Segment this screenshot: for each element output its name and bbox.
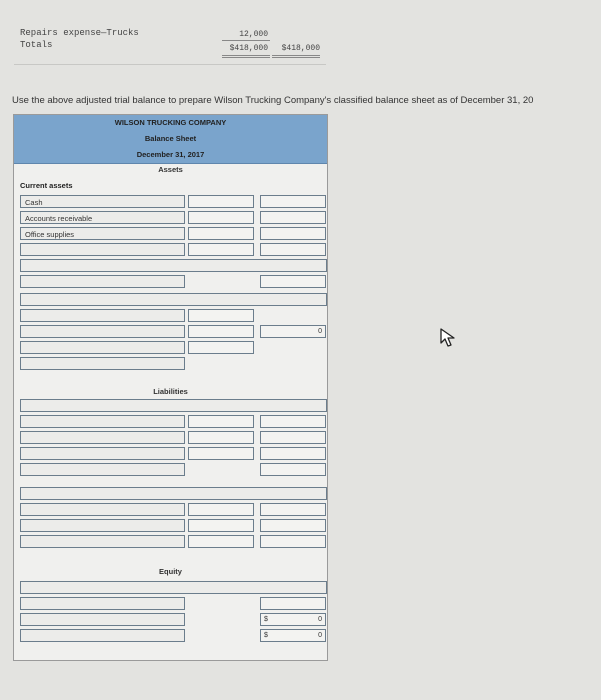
asset-row-blank — [20, 309, 327, 323]
liability-amount[interactable] — [188, 535, 254, 548]
asset-label-blank[interactable] — [20, 341, 185, 354]
asset-label-blank[interactable] — [20, 275, 185, 288]
company-name: WILSON TRUCKING COMPANY — [14, 115, 327, 132]
asset-total-supplies[interactable] — [260, 227, 326, 240]
asset-amount-ar[interactable] — [188, 211, 254, 224]
asset-row-supplies — [20, 227, 327, 241]
asset-amount-supplies[interactable] — [188, 227, 254, 240]
tb-row-label-repairs: Repairs expense—Trucks — [20, 28, 139, 38]
dollar-sign: $ — [264, 632, 268, 639]
asset-label-cash[interactable]: Cash — [20, 195, 185, 208]
liability-amount[interactable] — [188, 503, 254, 516]
asset-row-blank — [20, 341, 327, 355]
equity-label[interactable] — [20, 581, 327, 594]
asset-row-blank — [20, 293, 327, 307]
asset-label-blank[interactable] — [20, 325, 185, 338]
liability-total[interactable] — [260, 535, 326, 548]
tb-double-rule — [222, 55, 270, 56]
asset-label-blank[interactable] — [20, 309, 185, 322]
liability-row — [20, 487, 327, 501]
asset-label-supplies[interactable]: Office supplies — [20, 227, 185, 240]
assets-heading: Assets — [158, 165, 183, 174]
liability-row — [20, 519, 327, 533]
asset-total-cash[interactable] — [260, 195, 326, 208]
equity-row — [20, 581, 327, 595]
liability-label[interactable] — [20, 415, 185, 428]
equity-heading: Equity — [159, 567, 182, 576]
dollar-sign: $ — [264, 616, 268, 623]
liability-label[interactable] — [20, 519, 185, 532]
liability-amount[interactable] — [188, 447, 254, 460]
liability-label[interactable] — [20, 447, 185, 460]
statement-date: December 31, 2017 — [14, 147, 327, 164]
asset-total-ar[interactable] — [260, 211, 326, 224]
equity-total[interactable] — [260, 613, 326, 626]
asset-row-blank — [20, 275, 327, 289]
instruction-text: Use the above adjusted trial balance to prepare Wilson Trucking Company's classified balance sheet as of December 31, 20 — [12, 95, 534, 106]
asset-label-blank[interactable] — [20, 243, 185, 256]
equity-row — [20, 597, 327, 611]
asset-subtotal-value[interactable]: 0 — [260, 325, 326, 338]
liability-total[interactable] — [260, 503, 326, 516]
liability-row — [20, 447, 327, 461]
liability-total[interactable] — [260, 463, 326, 476]
grand-total-row — [20, 629, 327, 643]
liability-total[interactable] — [260, 447, 326, 460]
statement-title: Balance Sheet — [14, 131, 327, 148]
liability-amount[interactable] — [188, 519, 254, 532]
liability-amount[interactable] — [188, 431, 254, 444]
total-value: 0 — [318, 616, 322, 623]
asset-amount-blank[interactable] — [188, 243, 254, 256]
tb-total-debit: $418,000 — [229, 44, 268, 53]
liability-row — [20, 431, 327, 445]
liability-label[interactable] — [20, 431, 185, 444]
balance-sheet-form — [13, 114, 328, 661]
asset-total-blank[interactable] — [260, 243, 326, 256]
asset-subtotal-row — [20, 325, 327, 339]
tb-rule — [222, 40, 270, 41]
asset-total-blank[interactable] — [260, 275, 326, 288]
equity-label[interactable] — [20, 597, 185, 610]
tb-separator — [14, 64, 326, 65]
equity-label[interactable] — [20, 613, 185, 626]
asset-label-blank[interactable] — [20, 259, 327, 272]
tb-double-rule — [222, 57, 270, 58]
asset-label-ar[interactable]: Accounts receivable — [20, 211, 185, 224]
tb-double-rule — [272, 57, 320, 58]
grand-total-label[interactable] — [20, 629, 185, 642]
grand-total-value-cell[interactable] — [260, 629, 326, 642]
tb-row-label-totals: Totals — [20, 40, 53, 50]
liability-amount[interactable] — [188, 415, 254, 428]
grand-total-value: 0 — [318, 632, 322, 639]
liability-label[interactable] — [20, 463, 185, 476]
liabilities-heading: Liabilities — [153, 387, 188, 396]
asset-row-blank — [20, 357, 327, 371]
asset-amount-blank[interactable] — [188, 325, 254, 338]
tb-total-credit: $418,000 — [281, 44, 320, 53]
asset-row-ar — [20, 211, 327, 225]
asset-row-blank — [20, 243, 327, 257]
liability-row — [20, 503, 327, 517]
equity-total[interactable] — [260, 597, 326, 610]
liability-total[interactable] — [260, 431, 326, 444]
asset-amount-blank[interactable] — [188, 309, 254, 322]
liability-total[interactable] — [260, 519, 326, 532]
asset-amount-cash[interactable] — [188, 195, 254, 208]
hand-pointer-icon — [438, 327, 458, 354]
asset-label-blank[interactable] — [20, 357, 185, 370]
liability-row — [20, 399, 327, 413]
tb-row-debit-repairs: 12,000 — [239, 30, 268, 39]
asset-amount-blank[interactable] — [188, 341, 254, 354]
liability-row — [20, 463, 327, 477]
current-assets-label: Current assets — [20, 181, 73, 190]
liability-total[interactable] — [260, 415, 326, 428]
asset-label-blank[interactable] — [20, 293, 327, 306]
liability-label[interactable] — [20, 535, 185, 548]
equity-total-row — [20, 613, 327, 627]
tb-double-rule — [272, 55, 320, 56]
asset-row-cash — [20, 195, 327, 209]
liability-label[interactable] — [20, 503, 185, 516]
liability-label[interactable] — [20, 399, 327, 412]
liability-label[interactable] — [20, 487, 327, 500]
liability-row — [20, 415, 327, 429]
liability-row — [20, 535, 327, 549]
asset-row-blank — [20, 259, 327, 273]
